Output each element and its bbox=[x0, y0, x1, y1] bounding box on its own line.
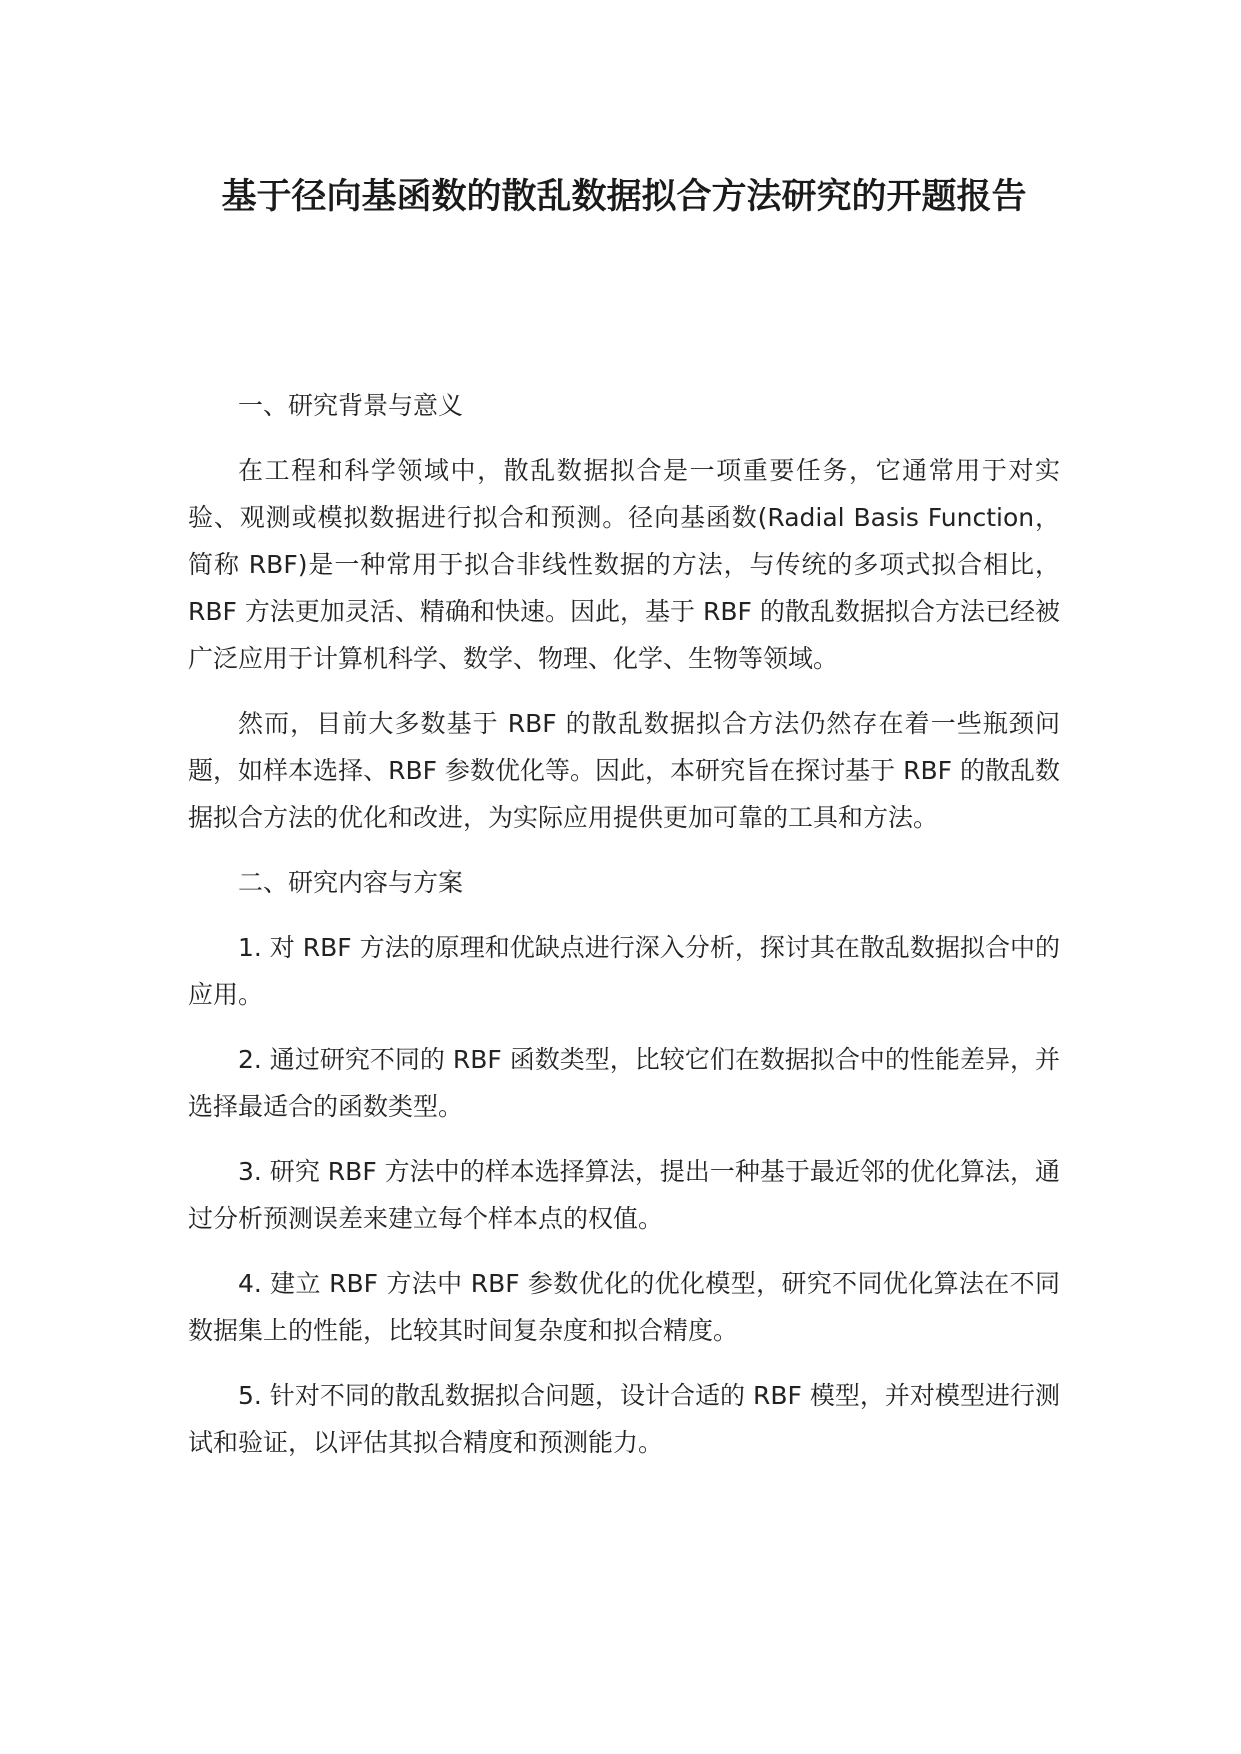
list-item-4: 4. 建立 RBF 方法中 RBF 参数优化的优化模型，研究不同优化算法在不同数据集上的性能，比较其时间复杂度和拟合精度。 bbox=[188, 1269, 1060, 1345]
document-body bbox=[188, 382, 1060, 1484]
paragraph-background-1: 在工程和科学领域中，散乱数据拟合是一项重要任务，它通常用于对实验、观测或模拟数据进行拟合和预测。径向基函数(Radial Basis Function，简称 RBF)是一种常用于拟合非线性数据的方法，与传统的多项式拟合相比，RBF 方法更加灵活、精确和快速。因此，基于 RBF 的散乱数据拟合方法已经被广泛应用于计算机科学、数学、物理、化学、生物等领域。 bbox=[188, 456, 1060, 673]
section-heading-content: 二、研究内容与方案 bbox=[238, 868, 464, 897]
paragraph-background-2: 然而，目前大多数基于 RBF 的散乱数据拟合方法仍然存在着一些瓶颈问题，如样本选择、RBF 参数优化等。因此，本研究旨在探讨基于 RBF 的散乱数据拟合方法的优化和改进，为实际应用提供更加可靠的工具和方法。 bbox=[188, 709, 1060, 832]
section-heading-background: 一、研究背景与意义 bbox=[238, 391, 464, 420]
list-item-3: 3. 研究 RBF 方法中的样本选择算法，提出一种基于最近邻的优化算法，通过分析预测误差来建立每个样本点的权值。 bbox=[188, 1157, 1060, 1233]
list-item-1: 1. 对 RBF 方法的原理和优缺点进行深入分析，探讨其在散乱数据拟合中的应用。 bbox=[188, 933, 1060, 1009]
list-item-2: 2. 通过研究不同的 RBF 函数类型，比较它们在数据拟合中的性能差异，并选择最适合的函数类型。 bbox=[188, 1045, 1060, 1121]
document-title: 基于径向基函数的散乱数据拟合方法研究的开题报告 bbox=[221, 177, 1027, 217]
list-item-5: 5. 针对不同的散乱数据拟合问题，设计合适的 RBF 模型，并对模型进行测试和验证，以评估其拟合精度和预测能力。 bbox=[188, 1381, 1060, 1457]
